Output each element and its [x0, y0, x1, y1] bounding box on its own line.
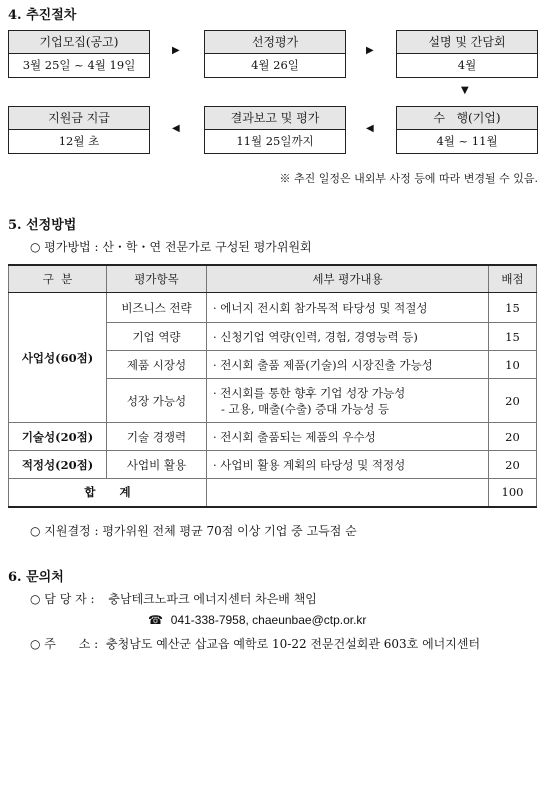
detail-cell: · 신청기업 역량(인력, 경험, 경영능력 등) — [207, 323, 489, 351]
evaluation-method: ○ 평가방법 : 산・학・연 전문가로 구성된 평가위원회 — [30, 240, 312, 254]
step-box-recruit — [8, 30, 150, 78]
phone-icon: ☎ — [148, 613, 163, 627]
item-cell: 비즈니스 전략 — [107, 293, 207, 323]
item-cell: 제품 시장성 — [107, 351, 207, 379]
step-box-execution — [396, 106, 538, 154]
arrow-right-icon: ▶ — [172, 45, 180, 56]
header-score: 배점 — [489, 265, 537, 293]
category-business: 사업성(60점) — [9, 293, 107, 423]
total-detail-empty — [207, 479, 489, 507]
address-label: ○ 주 소 : — [30, 637, 99, 651]
table-total-row — [9, 479, 537, 507]
step-box-briefing — [396, 30, 538, 78]
category-technology: 기술성(20점) — [9, 423, 107, 451]
header-category: 구 분 — [9, 265, 107, 293]
step-date: 4월 ~ 11월 — [436, 134, 498, 148]
score-cell: 20 — [489, 423, 537, 451]
detail-line: · 전시회를 통한 향후 기업 성장 가능성 — [213, 385, 406, 400]
step-title: 수 행(기업) — [397, 107, 537, 130]
address-text: 충청남도 예산군 삽교읍 예학로 10-22 전문건설회관 603호 에너지센터 — [106, 637, 481, 651]
step-title: 기업모집(공고) — [9, 31, 149, 54]
header-item: 평가항목 — [107, 265, 207, 293]
category-suitability: 적정성(20점) — [9, 451, 107, 479]
step-title: 결과보고 및 평가 — [205, 107, 345, 130]
section-4-heading: 4. 추진절차 — [8, 8, 77, 23]
step-date: 3월 25일 ~ 4월 19일 — [22, 58, 136, 72]
table-row — [9, 451, 537, 479]
step-box-evaluation — [204, 30, 346, 78]
section-5-heading: 5. 선정방법 — [8, 218, 77, 233]
section-6-heading: 6. 문의처 — [8, 570, 64, 585]
detail-cell: · 전시회 출품되는 제품의 우수성 — [207, 423, 489, 451]
arrow-right-icon: ▶ — [366, 45, 374, 56]
evaluation-table — [8, 264, 537, 508]
header-detail: 세부 평가내용 — [207, 265, 489, 293]
arrow-down-icon: ▼ — [461, 85, 469, 96]
step-box-payment — [8, 106, 150, 154]
detail-cell: · 사업비 활용 계획의 타당성 및 적정성 — [207, 451, 489, 479]
arrow-left-icon: ◀ — [172, 123, 180, 134]
contact-person: 충남테크노파크 에너지센터 차은배 책임 — [108, 592, 317, 606]
contact-row — [30, 590, 317, 607]
item-cell: 기술 경쟁력 — [107, 423, 207, 451]
step-title: 설명 및 간담회 — [397, 31, 537, 54]
item-cell: 성장 가능성 — [107, 379, 207, 423]
contact-label: ○ 담 당 자 : — [30, 592, 95, 606]
score-cell: 20 — [489, 451, 537, 479]
detail-cell: · 에너지 전시회 참가목적 타당성 및 적절성 — [207, 293, 489, 323]
step-date: 4월 — [457, 58, 477, 72]
table-row — [9, 293, 537, 323]
address-row — [30, 635, 480, 652]
schedule-note: ※ 추진 일정은 내외부 사정 등에 따라 변경될 수 있음. — [279, 172, 538, 185]
detail-cell: · 전시회 출품 제품(기술)의 시장진출 가능성 — [207, 351, 489, 379]
phone-email: 041-338-7958, chaeunbae@ctp.or.kr — [170, 613, 367, 627]
phone-email-row — [148, 613, 366, 627]
step-title: 선정평가 — [205, 31, 345, 54]
step-date: 11월 25일까지 — [236, 134, 314, 148]
detail-subline: - 고용, 매출(수출) 증대 가능성 등 — [221, 401, 390, 416]
step-box-report — [204, 106, 346, 154]
item-cell: 사업비 활용 — [107, 451, 207, 479]
total-label: 합 계 — [9, 479, 207, 507]
step-date: 12월 초 — [58, 134, 100, 148]
step-title: 지원금 지급 — [9, 107, 149, 130]
detail-cell — [207, 379, 489, 423]
arrow-left-icon: ◀ — [366, 123, 374, 134]
table-row — [9, 423, 537, 451]
score-cell: 20 — [489, 379, 537, 423]
support-decision: ○ 지원결정 : 평가위원 전체 평균 70점 이상 기업 중 고득점 순 — [30, 524, 357, 538]
score-cell: 10 — [489, 351, 537, 379]
score-cell: 15 — [489, 293, 537, 323]
score-cell: 15 — [489, 323, 537, 351]
step-date: 4월 26일 — [251, 58, 299, 72]
total-score: 100 — [489, 479, 537, 507]
item-cell: 기업 역량 — [107, 323, 207, 351]
